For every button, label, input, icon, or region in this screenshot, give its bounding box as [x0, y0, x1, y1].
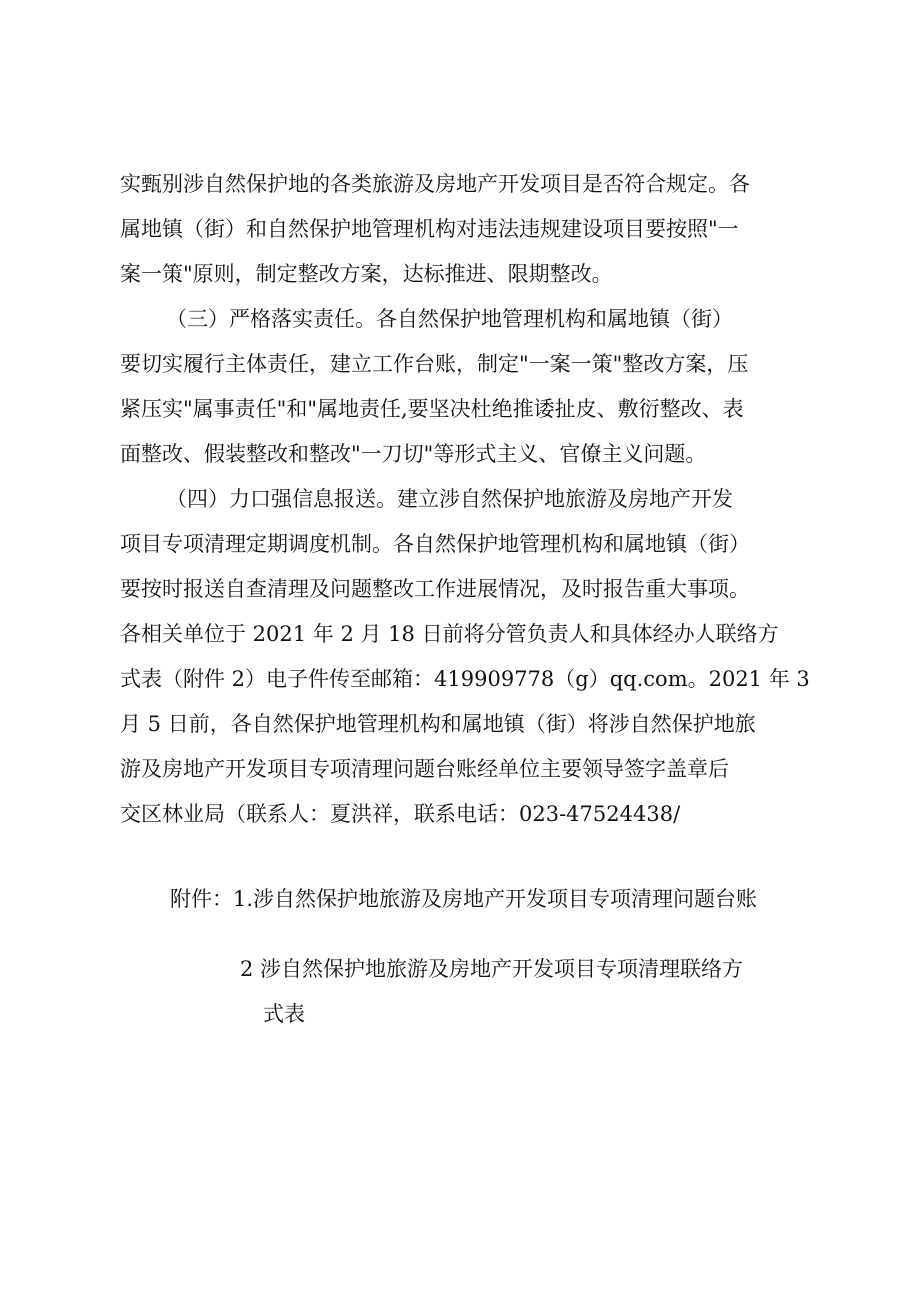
paragraph-1-line-1: 实甄别涉自然保护地的各类旅游及房地产开发项目是否符合规定。各	[120, 172, 750, 196]
paragraph-3-line-6: 月 5 日前，各自然保护地管理机构和属地镇（街）将涉自然保护地旅	[120, 712, 756, 736]
paragraph-3-line-2: 项目专项清理定期调度机制。各自然保护地管理机构和属地镇（街）	[120, 532, 750, 556]
paragraph-2-line-1: （三）严格落实责任。各自然保护地管理机构和属地镇（街）	[166, 307, 733, 331]
attachment-item-1: 附件：1.涉自然保护地旅游及房地产开发项目专项清理问题台账	[170, 887, 758, 911]
paragraph-1-line-2: 属地镇（街）和自然保护地管理机构对违法违规建设项目要按照"一	[120, 217, 739, 241]
paragraph-3-line-7: 游及房地产开发项目专项清理问题台账经单位主要领导签字盖章后	[120, 757, 729, 781]
attachment-item-2-line-1: 2 涉自然保护地旅游及房地产开发项目专项清理联络方	[240, 957, 744, 981]
paragraph-1-line-3: 案一策"原则，制定整改方案，达标推进、限期整改。	[120, 262, 613, 286]
paragraph-2-line-4: 面整改、假装整改和整改"一刀切"等形式主义、官僚主义问题。	[120, 442, 707, 466]
paragraph-3-line-3: 要按时报送自查清理及问题整改工作进展情况，及时报告重大事项。	[120, 577, 750, 601]
paragraph-3-line-5: 式表（附件 2）电子件传至邮箱：419909778（g）qq.com。2021 年 3	[120, 667, 810, 691]
attachment-item-2-line-2: 式表	[263, 1002, 305, 1026]
paragraph-3-line-1: （四）力口强信息报送。建立涉自然保护地旅游及房地产开发	[166, 487, 733, 511]
paragraph-2-line-3: 紧压实"属事责任"和"属地责任,要坚决杜绝推诿扯皮、敷衍整改、表	[120, 397, 744, 421]
paragraph-3-line-4: 各相关单位于 2021 年 2 月 18 日前将分管负责人和具体经办人联络方	[120, 622, 779, 646]
paragraph-2-line-2: 要切实履行主体责任，建立工作台账，制定"一案一策"整改方案，压	[120, 352, 749, 376]
paragraph-3-line-8: 交区林业局（联系人：夏洪祥，联系电话：023-47524438/	[120, 802, 681, 826]
